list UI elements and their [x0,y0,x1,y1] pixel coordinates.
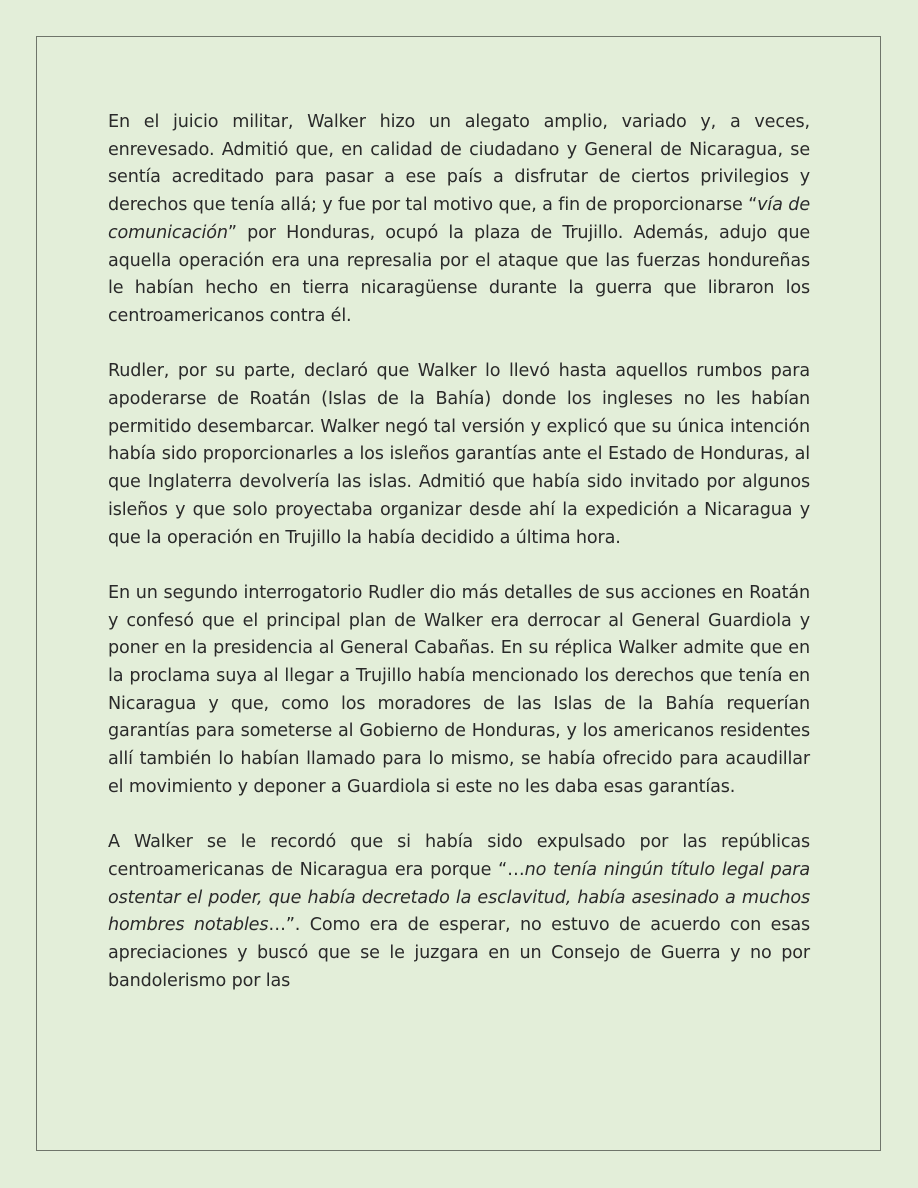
paragraph-4-text-b: …”. Como era de esperar, no estuvo de acuerdo con esas apreciaciones y buscó que se le juzgara en un Consejo de Guerra y no por bandolerismo por las [108,915,810,991]
paragraph-3 [108,580,810,802]
paragraph-4-italic-text: no tenía ningún título legal para ostentar el poder, que había decretado la esclavitud, había asesinado a muchos hombres notables [108,859,810,936]
paragraph-4-text-a: A Walker se le recordó que si había sido expulsado por las repúblicas centroamericanas de Nicaragua era porque “… [108,832,810,880]
paragraph-1 [108,109,810,331]
paragraph-2 [108,358,810,552]
paragraph-1-text-b: ” por Honduras, ocupó la plaza de Trujillo. Además, adujo que aquella operación era una represalia por el ataque que las fuerzas hondureñas le habían hecho en tierra nicaragüense durante la guerra que libraron los centroamericanos contra él. [108,222,810,326]
paragraph-2-text: Rudler, por su parte, declaró que Walker lo llevó hasta aquellos rumbos para apoderarse de Roatán (Islas de la Bahía) donde los ingleses no les habían permitido desembarcar. Walker negó tal versión y explicó que su única intención había sido proporcionarles a los isleños garantías ante el Estado de Honduras, al que Inglaterra devolvería las islas. Admitió que había sido invitado por algunos isleños y que solo proyectaba organizar desde ahí la expedición a Nicaragua y que la operación en Trujillo la había decidido a última hora. [108,361,810,548]
document-body [108,109,810,1023]
paragraph-3-text: En un segundo interrogatorio Rudler dio más detalles de sus acciones en Roatán y confesó que el principal plan de Walker era derrocar al General Guardiola y poner en la presidencia al General Cabañas. En su réplica Walker admite que en la proclama suya al llegar a Trujillo había mencionado los derechos que tenía en Nicaragua y que, como los moradores de las Islas de la Bahía requerían garantías para someterse al Gobierno de Honduras, y los americanos residentes allí también lo habían llamado para lo mismo, se había ofrecido para acaudillar el movimiento y deponer a Guardiola si este no les daba esas garantías. [108,582,810,797]
paragraph-4 [108,829,810,995]
paragraph-1-text-a: En el juicio militar, Walker hizo un alegato amplio, variado y, a veces, enrevesado. Admitió que, en calidad de ciudadano y General de Nicaragua, se sentía acreditado para pasar a ese país a disfrutar de ciertos privilegios y derechos que tenía allá; y fue por tal motivo que, a fin de proporcionarse “ [108,112,810,216]
paragraph-1-italic-text: vía de comunicación [108,195,810,243]
